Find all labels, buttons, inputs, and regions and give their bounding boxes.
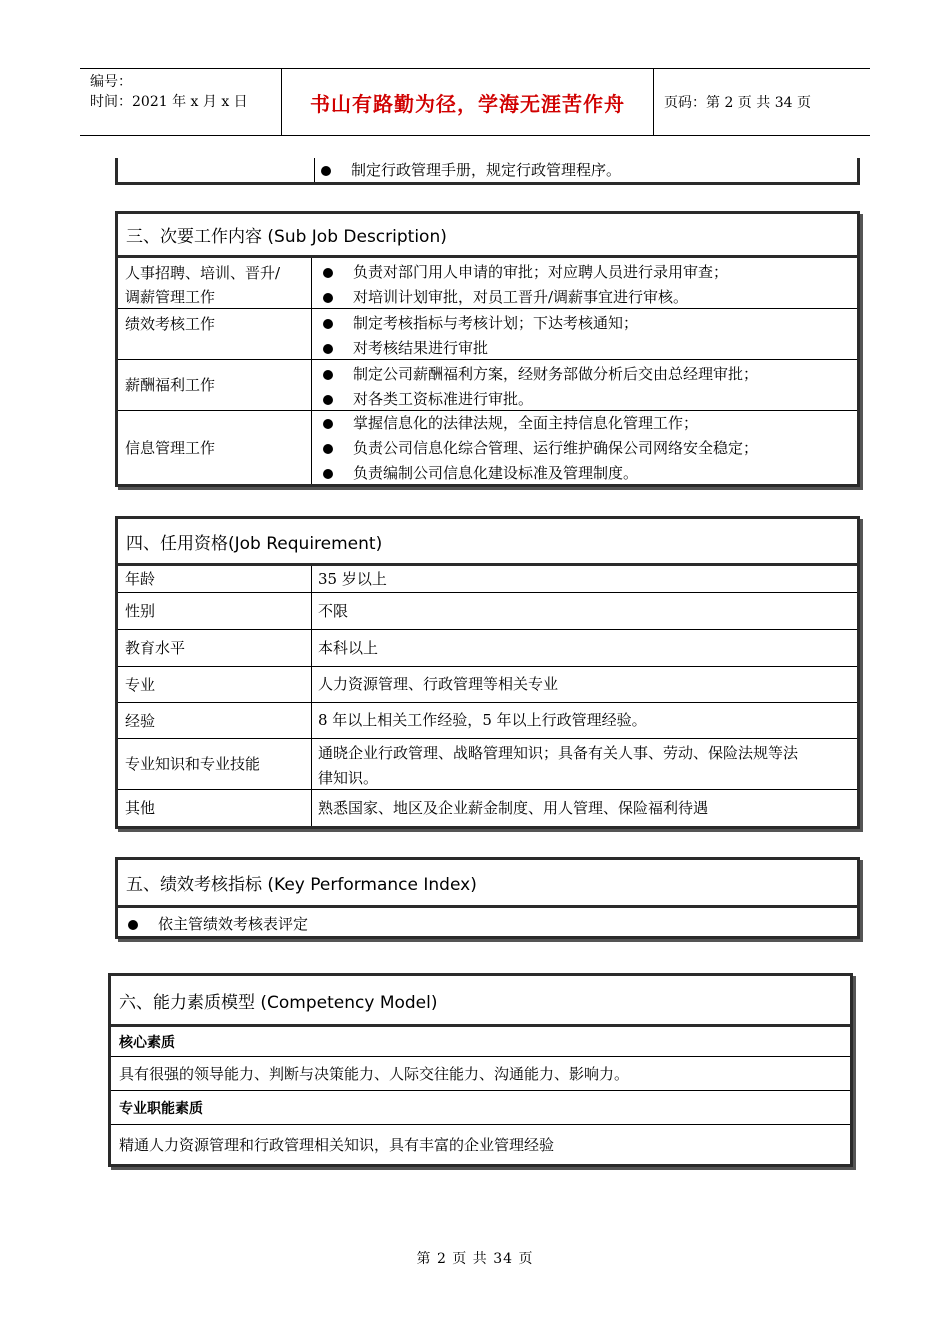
section-job-requirement (115, 516, 860, 829)
list-item: 掌握信息化的法律法规，全面主持信息化管理工作； (318, 411, 857, 436)
list-item: 对考核结果进行审批 (318, 336, 857, 361)
row-value (313, 309, 857, 359)
list-item: 负责对部门用人申请的审批；对应聘人员进行录用审查； (318, 260, 857, 285)
row-value (313, 411, 857, 484)
table-row (118, 309, 857, 360)
table-row (118, 593, 857, 630)
header-page-info: 页码：第 2 页 共 34 页 (664, 95, 811, 111)
row-label: 性别 (118, 593, 312, 629)
row-label: 专业知识和专业技能 (118, 739, 312, 789)
bullet-icon (323, 344, 333, 354)
core-competency-row (111, 1057, 850, 1091)
table-row (118, 790, 857, 826)
row-value: 不限 (318, 601, 349, 620)
row-label: 年龄 (118, 566, 312, 592)
table-row (118, 739, 857, 790)
row-label: 绩效考核工作 (118, 309, 312, 359)
bullet-icon (323, 370, 333, 380)
table-row (118, 258, 857, 309)
core-competency-text: 具有很强的领导能力、判断与决策能力、人际交往能力、沟通能力、影响力。 (119, 1065, 630, 1083)
row-label: 信息管理工作 (118, 411, 312, 484)
bullet-icon (323, 268, 333, 278)
row-value: 8 年以上相关工作经验，5 年以上行政管理经验。 (318, 711, 647, 729)
row-label: 其他 (118, 790, 312, 826)
table-row (118, 667, 857, 703)
row-value: 通晓企业行政管理、战略管理知识；具备有关人事、劳动、保险法规等法 律知识。 (318, 744, 799, 787)
professional-competency-text: 精通人力资源管理和行政管理相关知识，具有丰富的企业管理经验 (119, 1136, 555, 1154)
list-item: 依主管绩效考核表评定 (118, 912, 308, 937)
bullet-icon (323, 469, 333, 479)
professional-competency-label-row (111, 1091, 850, 1125)
section-title: 四、任用资格(Job Requirement) (118, 519, 857, 566)
section-sub-job-description (115, 211, 860, 487)
time-label: 时间：2021 年 x 月 x 日 (90, 94, 248, 110)
table-row (118, 360, 857, 411)
list-item: 负责公司信息化综合管理、运行维护确保公司网络安全稳定； (318, 436, 857, 461)
table-row (118, 566, 857, 593)
professional-competency-row (111, 1125, 850, 1164)
serial-label: 编号： (90, 74, 132, 90)
bullet-icon (323, 419, 333, 429)
core-competency-label-row (111, 1027, 850, 1057)
row-value (313, 360, 857, 410)
list-item: 对各类工资标准进行审批。 (318, 387, 857, 412)
row-value: 熟悉国家、地区及企业薪金制度、用人管理、保险福利待遇 (318, 798, 709, 817)
list-item: 对培训计划审批，对员工晋升/调薪事宜进行审核。 (318, 285, 857, 310)
row-label: 教育水平 (118, 630, 312, 666)
section-competency-model (108, 973, 853, 1167)
bullet-icon (323, 293, 333, 303)
section-title: 六、能力素质模型 (Competency Model) (111, 976, 850, 1027)
professional-competency-label: 专业职能素质 (119, 1100, 203, 1117)
section-title: 三、次要工作内容 (Sub Job Description) (118, 214, 857, 258)
row-value: 人力资源管理、行政管理等相关专业 (318, 675, 559, 693)
table-row (118, 411, 857, 484)
core-competency-label: 核心素质 (119, 1034, 175, 1051)
bullet-icon (321, 166, 331, 176)
row-label: 人事招聘、培训、晋升/ 调薪管理工作 (118, 258, 312, 308)
table-row (118, 703, 857, 739)
bullet-icon (128, 920, 138, 930)
header-motto: 书山有路勤为径，学海无涯苦作舟 (282, 69, 654, 135)
row-value: 35 岁以上 (318, 569, 387, 588)
bullet-icon (323, 444, 333, 454)
bullet-icon (323, 395, 333, 405)
header-meta (80, 69, 282, 135)
list-item: 负责编制公司信息化建设标准及管理制度。 (318, 461, 857, 486)
table-row (118, 630, 857, 667)
row-value: 本科以上 (318, 638, 379, 657)
section-key-performance-index (115, 857, 860, 939)
page-footer: 第 2 页 共 34 页 (416, 1251, 534, 1267)
row-label: 薪酬福利工作 (118, 360, 312, 410)
list-item: 制定公司薪酬福利方案，经财务部做分析后交由总经理审批； (318, 362, 857, 387)
list-item: 制定考核指标与考核计划；下达考核通知； (318, 311, 857, 336)
list-item: 制定行政管理手册，规定行政管理程序。 (316, 158, 621, 183)
row-label: 经验 (118, 703, 312, 738)
bullet-icon (323, 319, 333, 329)
row-value (313, 258, 857, 308)
page-header (80, 68, 870, 136)
row-label: 专业 (118, 667, 312, 702)
previous-table-fragment (115, 158, 860, 185)
section-title: 五、绩效考核指标 (Key Performance Index) (118, 860, 857, 908)
